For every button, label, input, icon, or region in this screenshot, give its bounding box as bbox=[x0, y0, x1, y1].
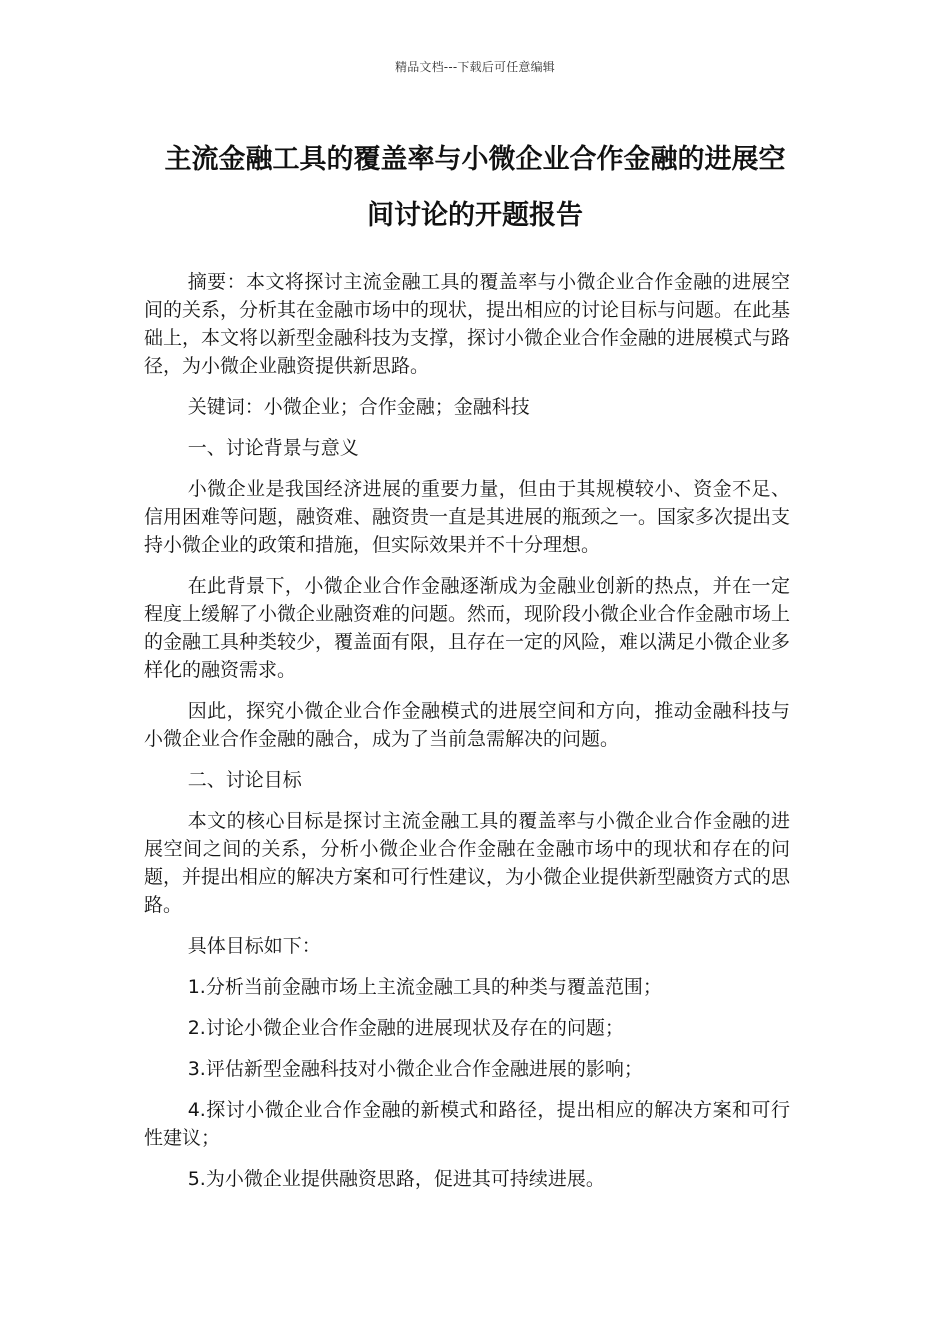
body-paragraph: 因此，探究小微企业合作金融模式的进展空间和方向，推动金融科技与小微企业合作金融的融合，成为了当前急需解决的问题。 bbox=[144, 700, 790, 750]
title-line-2: 间讨论的开题报告 bbox=[367, 200, 583, 231]
goal-item: 5.为小微企业提供融资思路，促进其可持续进展。 bbox=[187, 1168, 605, 1190]
body-paragraph: 小微企业是我国经济进展的重要力量，但由于其规模较小、资金不足、信用困难等问题，融资难、融资贵一直是其进展的瓶颈之一。国家多次提出支持小微企业的政策和措施，但实际效果并不十分理想。 bbox=[144, 478, 791, 556]
section-heading-background: 一、讨论背景与意义 bbox=[187, 437, 359, 459]
title-line-1: 主流金融工具的覆盖率与小微企业合作金融的进展空 bbox=[164, 144, 786, 175]
goal-item: 1.分析当前金融市场上主流金融工具的种类与覆盖范围； bbox=[187, 976, 662, 998]
header-note: 精品文档---下载后可任意编辑 bbox=[395, 60, 555, 74]
body-paragraph: 本文的核心目标是探讨主流金融工具的覆盖率与小微企业合作金融的进展空间之间的关系，分析小微企业合作金融在金融市场中的现状和存在的问题，并提出相应的解决方案和可行性建议，为小微企业提供新型融资方式的思路。 bbox=[144, 810, 791, 916]
goals-intro: 具体目标如下： bbox=[187, 935, 321, 957]
document-title bbox=[140, 132, 810, 244]
body-paragraph: 在此背景下，小微企业合作金融逐渐成为金融业创新的热点，并在一定程度上缓解了小微企业融资难的问题。然而，现阶段小微企业合作金融市场上的金融工具种类较少，覆盖面有限，且存在一定的风险，难以满足小微企业多样化的融资需求。 bbox=[144, 575, 791, 681]
goal-item: 4.探讨小微企业合作金融的新模式和路径，提出相应的解决方案和可行性建议； bbox=[144, 1099, 790, 1149]
goal-item: 3.评估新型金融科技对小微企业合作金融进展的影响； bbox=[187, 1058, 643, 1080]
goal-item: 2.讨论小微企业合作金融的进展现状及存在的问题； bbox=[187, 1017, 624, 1039]
section-heading-goals: 二、讨论目标 bbox=[187, 769, 302, 791]
keywords-paragraph: 关键词：小微企业；合作金融；金融科技 bbox=[187, 396, 530, 418]
abstract-paragraph: 摘要：本文将探讨主流金融工具的覆盖率与小微企业合作金融的进展空间的关系，分析其在金融市场中的现状，提出相应的讨论目标与问题。在此基础上，本文将以新型金融科技为支撑，探讨小微企业合作金融的进展模式与路径，为小微企业融资提供新思路。 bbox=[144, 271, 791, 377]
document-body bbox=[144, 268, 790, 1206]
